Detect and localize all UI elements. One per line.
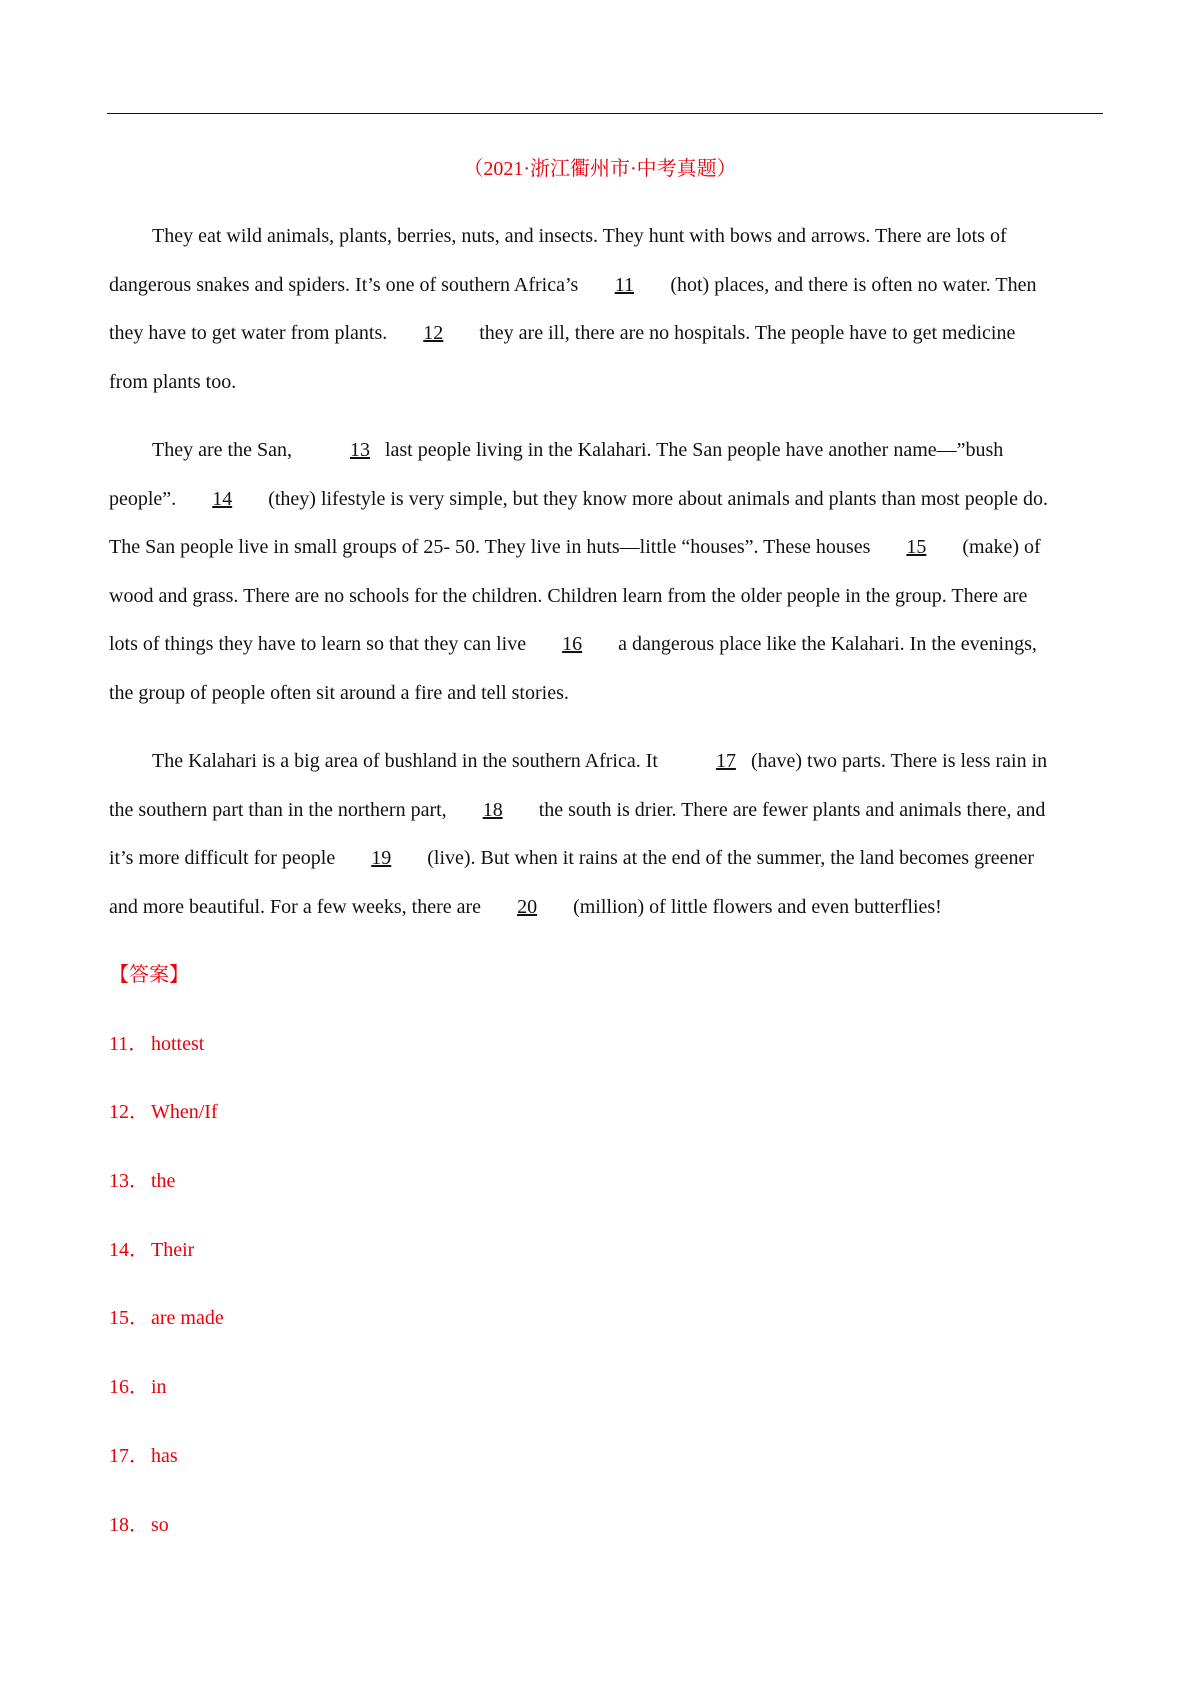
blank-12: 12 — [423, 322, 444, 344]
answer-item — [109, 1024, 224, 1093]
answer-number: 14． — [109, 1238, 149, 1261]
passage-paragraph — [109, 212, 1101, 406]
answer-number: 17． — [109, 1444, 149, 1467]
answer-text: has — [151, 1444, 178, 1467]
answer-number: 11． — [109, 1032, 149, 1055]
answer-text: Their — [151, 1238, 195, 1261]
passage-paragraph — [109, 426, 1101, 717]
answer-number: 15． — [109, 1307, 149, 1330]
passage-line — [109, 426, 1101, 475]
answer-section — [109, 955, 224, 1573]
passage-line — [109, 883, 1101, 932]
answer-text: are made — [151, 1307, 224, 1330]
answer-item — [109, 1298, 224, 1367]
passage-line — [109, 475, 1101, 524]
passage-line — [109, 309, 1101, 358]
answer-number: 18． — [109, 1513, 149, 1536]
blank-17: 17 — [715, 750, 736, 772]
passage-text: they have to get water from plants. — [109, 322, 393, 344]
answer-text: hottest — [151, 1032, 205, 1055]
passage-text: They eat wild animals, plants, berries, nuts, and insects. They hunt with bows and arrows. There are lots of — [152, 225, 1007, 247]
passage-line — [109, 261, 1101, 310]
answer-text: in — [151, 1376, 167, 1399]
passage-text: it’s more difficult for people — [109, 847, 341, 869]
blank-14: 14 — [212, 487, 233, 510]
answer-number: 16． — [109, 1376, 149, 1399]
reading-passage — [109, 212, 1101, 951]
answer-item — [109, 1367, 224, 1436]
passage-text: a dangerous place like the Kalahari. In the evenings, — [613, 633, 1037, 655]
answer-number: 12． — [109, 1101, 149, 1124]
passage-line — [109, 737, 1101, 786]
passage-text: people”. — [109, 487, 182, 510]
passage-text: (live). But when it rains at the end of the summer, the land becomes greener — [422, 847, 1035, 869]
passage-text: (they) lifestyle is very simple, but they know more about animals and plants than most people do. — [263, 487, 1049, 510]
answer-item — [109, 1092, 224, 1161]
passage-line — [109, 669, 1101, 718]
blank-11: 11 — [614, 273, 634, 296]
passage-line — [109, 834, 1101, 883]
passage-line — [109, 572, 1101, 621]
passage-text: from plants too. — [109, 370, 237, 393]
passage-line — [109, 786, 1101, 835]
passage-text: and more beautiful. For a few weeks, there are — [109, 895, 487, 918]
passage-text: The Kalahari is a big area of bushland in the southern Africa. It — [152, 750, 663, 772]
passage-text: The San people live in small groups of 25- 50. They live in huts—little “houses”. These houses — [109, 536, 876, 558]
passage-text: they are ill, there are no hospitals. The people have to get medicine — [474, 322, 1016, 344]
passage-text: the southern part than in the northern part, — [109, 798, 452, 821]
passage-text: dangerous snakes and spiders. It’s one of southern Africa’s — [109, 273, 584, 296]
passage-text: (hot) places, and there is often no water. Then — [665, 273, 1037, 296]
blank-16: 16 — [562, 633, 583, 655]
passage-text: lots of things they have to learn so that they can live — [109, 633, 532, 655]
passage-text: They are the San, — [152, 439, 297, 461]
question-source: （2021·浙江衢州市·中考真题） — [463, 158, 737, 180]
passage-text: wood and grass. There are no schools for the children. Children learn from the older people in the group. There are — [109, 584, 1028, 607]
answer-item — [109, 1505, 224, 1574]
passage-line — [109, 523, 1101, 572]
answer-item — [109, 1230, 224, 1299]
passage-text: the group of people often sit around a fire and tell stories. — [109, 681, 569, 704]
answer-text: so — [151, 1513, 169, 1536]
passage-line — [109, 358, 1101, 407]
passage-paragraph — [109, 737, 1101, 931]
blank-13: 13 — [349, 439, 370, 461]
passage-text: (have) two parts. There is less rain in — [745, 750, 1048, 772]
answer-item — [109, 1161, 224, 1230]
blank-15: 15 — [906, 536, 927, 558]
answer-number: 13． — [109, 1170, 149, 1193]
answer-text: When/If — [151, 1101, 218, 1124]
passage-text: the south is drier. There are fewer plants and animals there, and — [533, 798, 1046, 821]
answer-list — [109, 1024, 224, 1574]
passage-line — [109, 620, 1101, 669]
answer-heading: 【答案】 — [109, 964, 189, 986]
header-rule — [107, 113, 1103, 114]
blank-20: 20 — [517, 895, 538, 918]
answer-item — [109, 1436, 224, 1505]
passage-text: (make) of — [957, 536, 1041, 558]
passage-text: (million) of little flowers and even butterflies! — [568, 895, 942, 918]
blank-19: 19 — [371, 847, 392, 869]
answer-text: the — [151, 1170, 176, 1193]
passage-text: last people living in the Kalahari. The San people have another name—”bush — [379, 439, 1004, 461]
blank-18: 18 — [482, 798, 503, 821]
passage-line — [109, 212, 1101, 261]
